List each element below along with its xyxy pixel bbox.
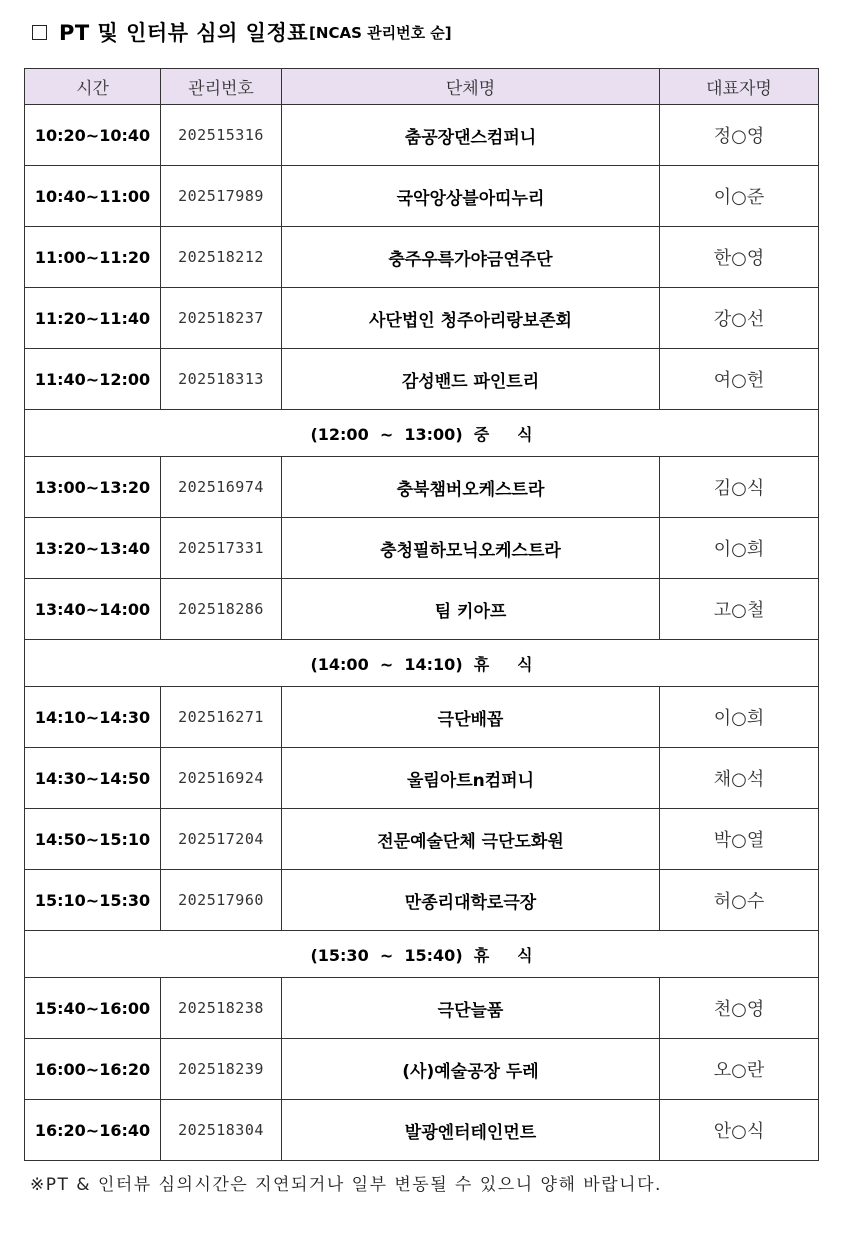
organization-cell: 발광엔터테인먼트	[282, 1100, 660, 1161]
table-row	[25, 288, 819, 349]
representative-cell: 한○영	[660, 227, 819, 288]
table-row	[25, 579, 819, 640]
representative-cell: 이○희	[660, 518, 819, 579]
header-time: 시간	[25, 69, 161, 105]
time-cell: 13:00~13:20	[25, 457, 161, 518]
number-cell: 202518212	[161, 227, 282, 288]
table-row	[25, 748, 819, 809]
time-cell: 16:20~16:40	[25, 1100, 161, 1161]
table-row	[25, 105, 819, 166]
time-cell: 10:40~11:00	[25, 166, 161, 227]
number-cell: 202518304	[161, 1100, 282, 1161]
organization-cell: 극단늘품	[282, 978, 660, 1039]
organization-cell: 충북챔버오케스트라	[282, 457, 660, 518]
table-row	[25, 518, 819, 579]
number-cell: 202517989	[161, 166, 282, 227]
number-cell: 202515316	[161, 105, 282, 166]
footnote: ※PT & 인터뷰 심의시간은 지연되거나 일부 변동될 수 있으니 양해 바랍니다.	[30, 1175, 662, 1195]
time-cell: 14:30~14:50	[25, 748, 161, 809]
break-row	[25, 931, 819, 978]
number-cell: 202517960	[161, 870, 282, 931]
organization-cell: 울림아트n컴퍼니	[282, 748, 660, 809]
break-label: (14:00 ~ 14:10) 휴 식	[25, 640, 819, 687]
number-cell: 202518237	[161, 288, 282, 349]
break-row	[25, 410, 819, 457]
table-row	[25, 978, 819, 1039]
representative-cell: 박○열	[660, 809, 819, 870]
number-cell: 202518313	[161, 349, 282, 410]
time-cell: 11:20~11:40	[25, 288, 161, 349]
organization-cell: 극단배꼽	[282, 687, 660, 748]
table-row	[25, 349, 819, 410]
organization-cell: 팀 키아프	[282, 579, 660, 640]
organization-cell: 사단법인 청주아리랑보존회	[282, 288, 660, 349]
representative-cell: 정○영	[660, 105, 819, 166]
organization-cell: 만종리대학로극장	[282, 870, 660, 931]
representative-cell: 천○영	[660, 978, 819, 1039]
header-representative: 대표자명	[660, 69, 819, 105]
table-row	[25, 809, 819, 870]
representative-cell: 오○란	[660, 1039, 819, 1100]
representative-cell: 이○희	[660, 687, 819, 748]
title-sub: [NCAS 관리번호 순]	[309, 23, 452, 42]
schedule-body	[25, 105, 819, 1161]
header-row	[25, 69, 819, 105]
number-cell: 202518286	[161, 579, 282, 640]
time-cell: 14:10~14:30	[25, 687, 161, 748]
time-cell: 15:40~16:00	[25, 978, 161, 1039]
checkbox-square-icon	[32, 25, 47, 40]
table-row	[25, 687, 819, 748]
time-cell: 14:50~15:10	[25, 809, 161, 870]
table-row	[25, 870, 819, 931]
schedule-table	[24, 68, 819, 1161]
organization-cell: 충청필하모닉오케스트라	[282, 518, 660, 579]
time-cell: 15:10~15:30	[25, 870, 161, 931]
organization-cell: 감성밴드 파인트리	[282, 349, 660, 410]
organization-cell: 국악앙상블아띠누리	[282, 166, 660, 227]
representative-cell: 이○준	[660, 166, 819, 227]
header-organization: 단체명	[282, 69, 660, 105]
number-cell: 202516271	[161, 687, 282, 748]
document-title	[32, 16, 452, 48]
break-label: (12:00 ~ 13:00) 중 식	[25, 410, 819, 457]
time-cell: 11:00~11:20	[25, 227, 161, 288]
representative-cell: 안○식	[660, 1100, 819, 1161]
organization-cell: 춤공장댄스컴퍼니	[282, 105, 660, 166]
time-cell: 13:40~14:00	[25, 579, 161, 640]
representative-cell: 김○식	[660, 457, 819, 518]
organization-cell: 충주우륵가야금연주단	[282, 227, 660, 288]
number-cell: 202517331	[161, 518, 282, 579]
time-cell: 16:00~16:20	[25, 1039, 161, 1100]
time-cell: 11:40~12:00	[25, 349, 161, 410]
number-cell: 202518239	[161, 1039, 282, 1100]
table-row	[25, 166, 819, 227]
time-cell: 13:20~13:40	[25, 518, 161, 579]
number-cell: 202517204	[161, 809, 282, 870]
table-row	[25, 227, 819, 288]
organization-cell: (사)예술공장 두레	[282, 1039, 660, 1100]
title-main: PT 및 인터뷰 심의 일정표	[59, 21, 309, 45]
representative-cell: 강○선	[660, 288, 819, 349]
header-number: 관리번호	[161, 69, 282, 105]
table-row	[25, 1100, 819, 1161]
representative-cell: 채○석	[660, 748, 819, 809]
number-cell: 202516924	[161, 748, 282, 809]
representative-cell: 여○헌	[660, 349, 819, 410]
number-cell: 202516974	[161, 457, 282, 518]
table-row	[25, 457, 819, 518]
table-row	[25, 1039, 819, 1100]
representative-cell: 허○수	[660, 870, 819, 931]
representative-cell: 고○철	[660, 579, 819, 640]
organization-cell: 전문예술단체 극단도화원	[282, 809, 660, 870]
time-cell: 10:20~10:40	[25, 105, 161, 166]
break-row	[25, 640, 819, 687]
number-cell: 202518238	[161, 978, 282, 1039]
break-label: (15:30 ~ 15:40) 휴 식	[25, 931, 819, 978]
